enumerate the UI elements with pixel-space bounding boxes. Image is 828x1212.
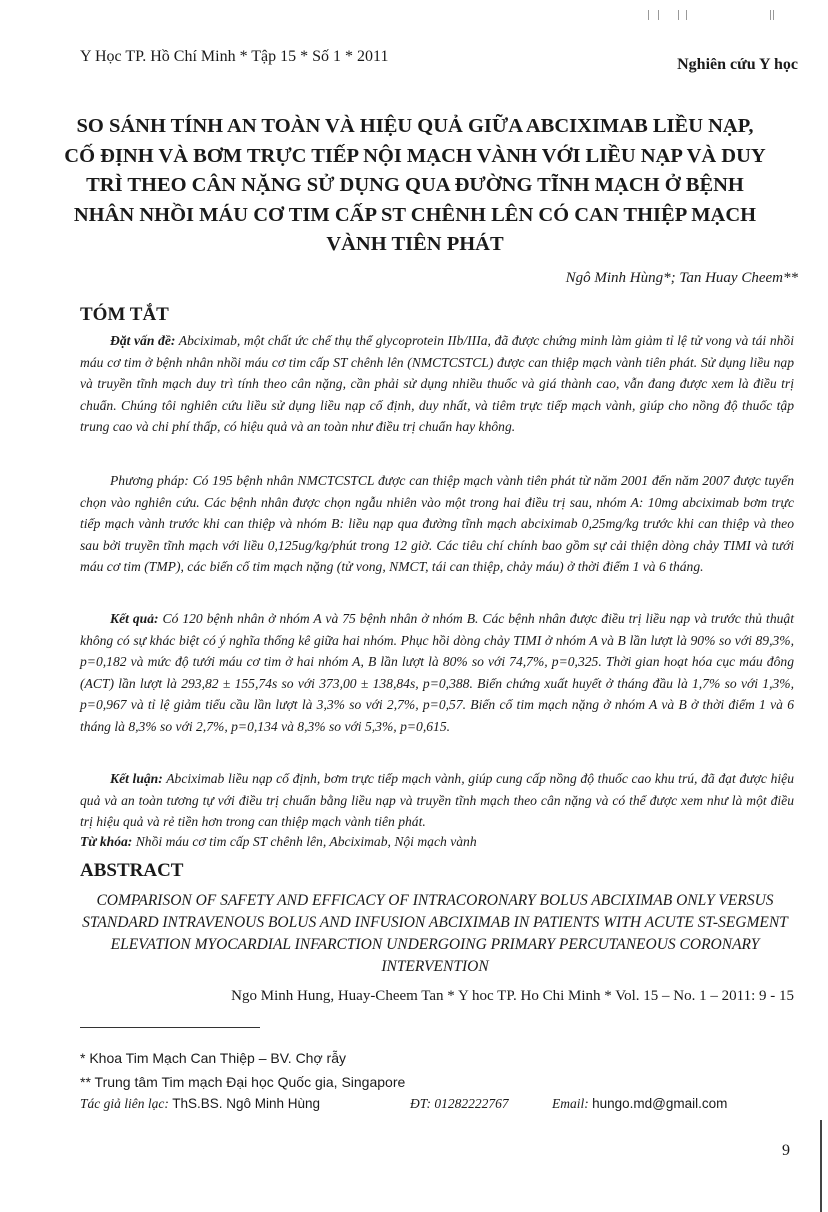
background-label: Đặt vấn đề:: [110, 333, 176, 348]
email-address: hungo.md@gmail.com: [592, 1096, 728, 1111]
scan-artifact-marks: [640, 10, 800, 30]
contact-line: [80, 1096, 794, 1112]
background-paragraph: [80, 330, 794, 438]
authors-line: Ngô Minh Hùng*; Tan Huay Cheem**: [565, 270, 798, 286]
affiliation-1: * Khoa Tim Mạch Can Thiệp – BV. Chợ rẫy: [80, 1050, 346, 1066]
keywords-text: Nhồi máu cơ tim cấp ST chênh lên, Abciximab, Nội mạch vành: [135, 834, 477, 849]
results-label: Kết quả:: [110, 611, 159, 626]
page-number: 9: [782, 1142, 790, 1159]
section-header: Nghiên cứu Y học: [677, 56, 798, 73]
abstract-title: COMPARISON OF SAFETY AND EFFICACY OF INTRACORONARY BOLUS ABCIXIMAB ONLY VERSUS STANDARD INTRAVENOUS BOLUS AND INFUSION ABCIXIMAB IN PATIENTS WITH ACUTE ST-SEGMENT ELEVATION MYOCARDIAL INFARCTION UNDERGOING PRIMARY PERCUTANEOUS CORONARY INTERVENTION: [82, 892, 788, 975]
conclusion-paragraph: [80, 768, 794, 833]
phone-label: ĐT:: [410, 1096, 432, 1111]
phone-number: 01282222767: [434, 1096, 509, 1111]
scan-edge-line: [820, 1120, 822, 1212]
journal-header: Y Học TP. Hồ Chí Minh * Tập 15 * Số 1 * 2011: [80, 48, 389, 65]
background-text: Abciximab, một chất ức chế thụ thể glycoprotein IIb/IIIa, đã được chứng minh làm giảm tỉ lệ tử vong và tái nhồi máu cơ tim ở bệnh nhân nhồi máu cơ tim cấp ST chênh lên (NMCTCSTCL) được can thiệp mạch vành tiên phát. Sử dụng liều nạp và truyền tĩnh mạch duy trì tính theo cân nặng, cần phải sử dụng nhiều thuốc và giá thành cao, vẫn đang được xem là điều trị chuẩn. Chúng tôi nghiên cứu liều sử dụng liều nạp cố định, duy nhất, và tiêm trực tiếp mạch vành, giúp cho nồng độ thuốc tập trung cao và chi phí thấp, có hiệu quả và an toàn như điều trị chuẩn hay không.: [80, 333, 794, 434]
keywords-paragraph: [80, 831, 794, 853]
abstract-heading: ABSTRACT: [80, 860, 184, 881]
results-paragraph: [80, 608, 794, 737]
email-label: Email:: [552, 1096, 589, 1111]
contact-name: ThS.BS. Ngô Minh Hùng: [172, 1096, 321, 1111]
conclusion-label: Kết luận:: [110, 771, 163, 786]
conclusion-text: Abciximab liều nạp cố định, bơm trực tiếp mạch vành, giúp cung cấp nồng độ thuốc cao khu trú, đã đạt được hiệu quả và an toàn tương tự với điều trị chuẩn bằng liều nạp và truyền tĩnh mạch theo cân nặng và có thể được xem như là một điều trị hiệu quả và rẻ tiền hơn trong can thiệp mạch vành tiên phát.: [80, 771, 794, 829]
footnote-divider: [80, 1027, 260, 1028]
contact-label: Tác giả liên lạc:: [80, 1096, 169, 1111]
keywords-label: Từ khóa:: [80, 834, 133, 849]
tomtat-heading: TÓM TẮT: [80, 304, 169, 325]
affiliation-2: ** Trung tâm Tim mạch Đại học Quốc gia, Singapore: [80, 1074, 406, 1090]
citation-line: Ngo Minh Hung, Huay-Cheem Tan * Y hoc TP. Ho Chi Minh * Vol. 15 – No. 1 – 2011: 9 - 15: [231, 988, 794, 1004]
article-title: SO SÁNH TÍNH AN TOÀN VÀ HIỆU QUẢ GIỮA ABCIXIMAB LIỀU NẠP, CỐ ĐỊNH VÀ BƠM TRỰC TIẾP NỘI MẠCH VÀNH VỚI LIỀU NẠP VÀ DUY TRÌ THEO CÂN NẶNG SỬ DỤNG QUA ĐƯỜNG TĨNH MẠCH Ở BỆNH NHÂN NHỒI MÁU CƠ TIM CẤP ST CHÊNH LÊN CÓ CAN THIỆP MẠCH VÀNH TIÊN PHÁT: [64, 115, 766, 255]
methods-paragraph: [80, 470, 794, 578]
methods-label: Phương pháp:: [110, 473, 189, 488]
methods-text: Có 195 bệnh nhân NMCTCSTCL được can thiệp mạch vành tiên phát từ năm 2001 đến năm 2007 được tuyển chọn vào nghiên cứu. Các bệnh nhân được chọn ngẫu nhiên vào một trong hai điều trị sau, nhóm A: 10mg abciximab bơm trực tiếp mạch vành trước khi can thiệp và nhóm B: liều nạp qua đường tĩnh mạch abciximab 0,25mg/kg trước khi can thiệp và theo sau bởi truyền tĩnh mạch với liều 0,125ug/kg/phút trong 12 giờ. Các tiêu chí chính bao gồm sự cải thiện dòng chảy TIMI và tưới máu cơ tim (TMP), các biến cố tim mạch nặng (tử vong, NMCT, tái can thiệp, chảy máu) ở thời điểm 1 và 6 tháng.: [80, 473, 794, 574]
results-text: Có 120 bệnh nhân ở nhóm A và 75 bệnh nhân ở nhóm B. Các bệnh nhân được điều trị liều nạp và trước thủ thuật không có sự khác biệt có ý nghĩa thống kê giữa hai nhóm. Phục hồi dòng chảy TIMI ở nhóm A và B lần lượt là 90% so với 89,3%, p=0,182 và mức độ tưới máu cơ tim ở hai nhóm A, B lần lượt là 80% so với 74,7%, p=0,325. Thời gian hoạt hóa cục máu đông (ACT) lần lượt là 293,82 ± 155,74s so với 373,00 ± 138,84s, p=0,388. Biến chứng xuất huyết ở tháng đầu là 1,7% so với 1,3%, p=0,967 và tỉ lệ giảm tiểu cầu lần lượt là 3,3% so với 2,7%, p=0,57. Biến cố tim mạch nặng ở nhóm A và B ở thời điểm 1 và 6 tháng là 8,3% so với 2,7%, p=0,134 và 8,3% so với 5,3%, p=0,615.: [80, 611, 794, 734]
